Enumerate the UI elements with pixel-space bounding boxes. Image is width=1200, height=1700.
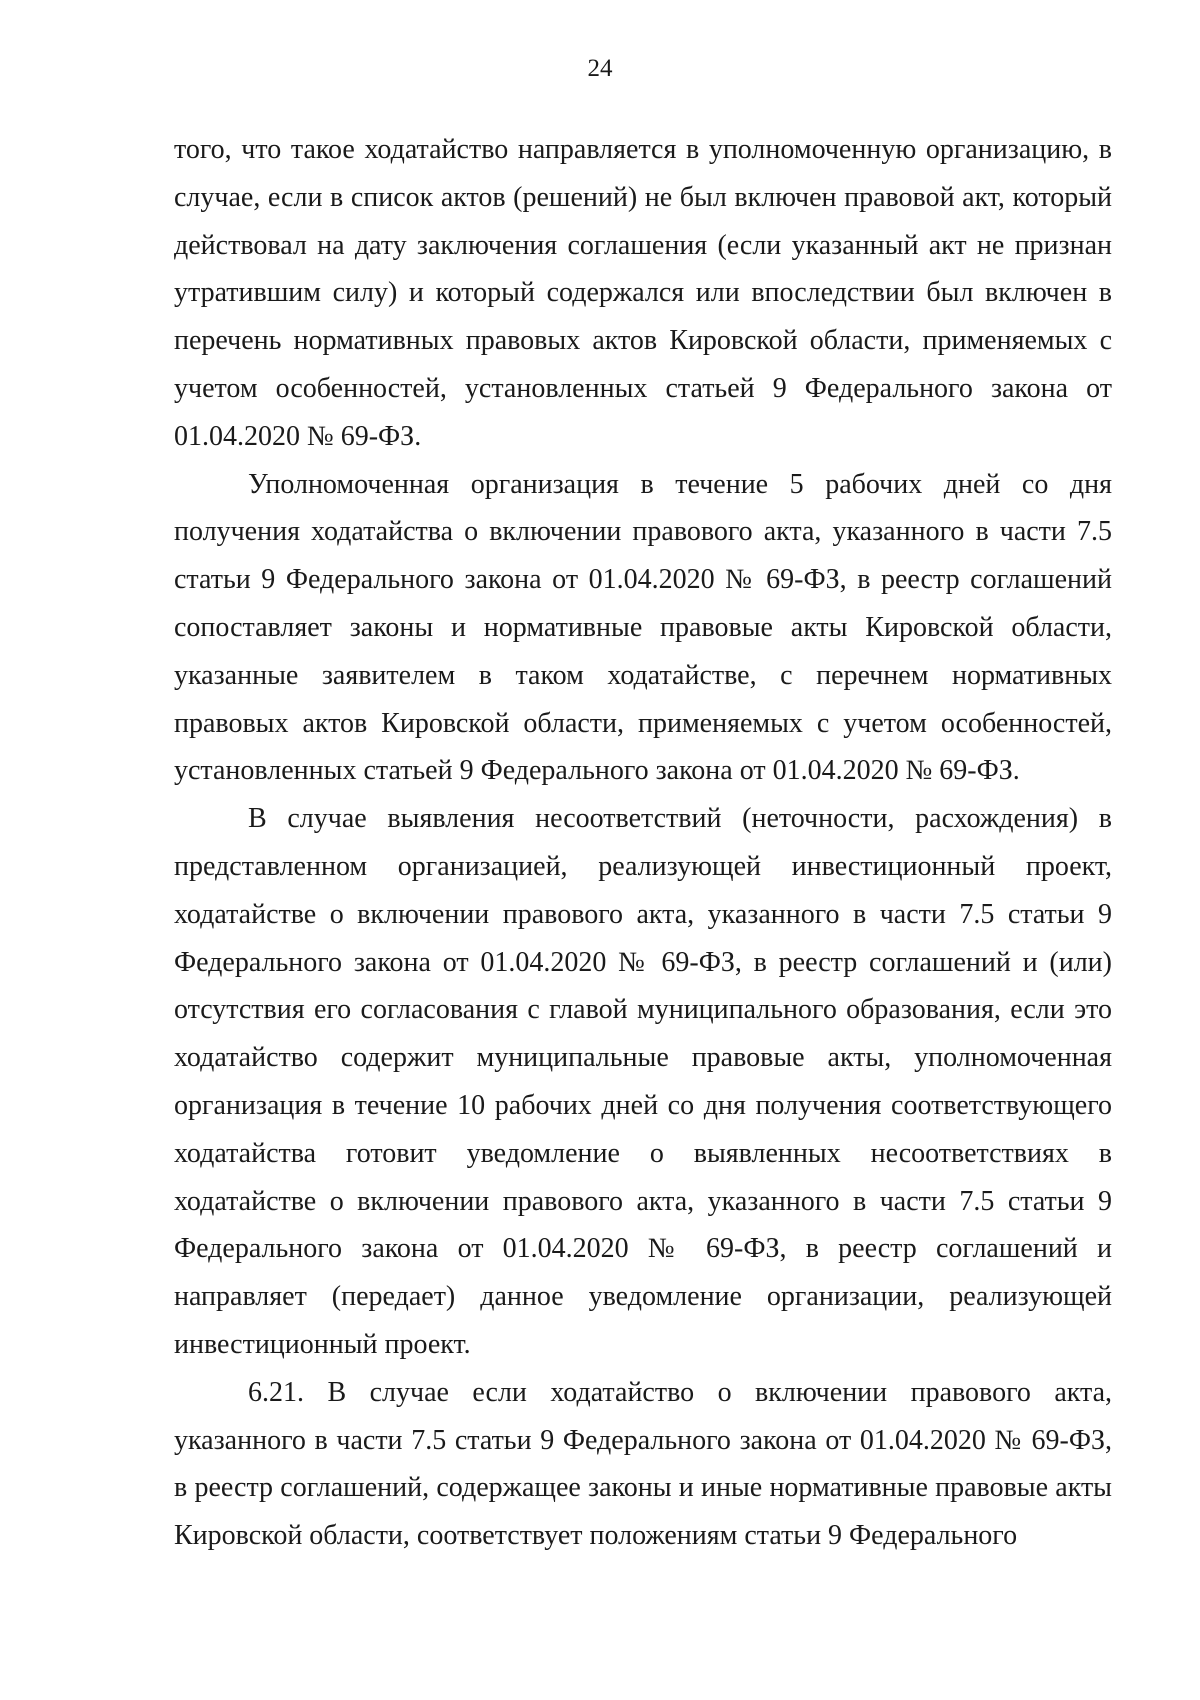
paragraph-discrepancies: В случае выявления несоответствий (неточности, расхождения) в представленном организацией, реализующей инвестиционный проект, ходатайстве о включении правового акта, указанного в части 7.5 статьи 9 Федерального закона от 01.04.2020 № 69-ФЗ, в реестр соглашений и (или) отсутствия его согласования с главой муниципального образования, если это ходатайство содержит муниципальные правовые акты, уполномоченная организация в течение 10 рабочих дней со дня получения соответствующего ходатайства готовит уведомление о выявленных несоответствиях в ходатайстве о включении правового акта, указанного в части 7.5 статьи 9 Федерального закона от 01.04.2020 № 69-ФЗ, в реестр соглашений и направляет (передает) данное уведомление организации, реализующей инвестиционный проект.	[174, 803, 1112, 1360]
paragraph-authorized-org-review: Уполномоченная организация в течение 5 рабочих дней со дня получения ходатайства о включении правового акта, указанного в части 7.5 статьи 9 Федерального закона от 01.04.2020 № 69-ФЗ, в реестр соглашений сопоставляет законы и нормативные правовые акты Кировской области, указанные заявителем в таком ходатайстве, с перечнем нормативных правовых актов Кировской области, применяемых с учетом особенностей, установленных статьей 9 Федерального закона от 01.04.2020 № 69-ФЗ.	[174, 468, 1112, 787]
paragraph-continuation: того, что такое ходатайство направляется в уполномоченную организацию, в случае, если в список актов (решений) не был включен правовой акт, который действовал на дату заключения соглашения (если указанный акт не признан утратившим силу) и который содержался или впоследствии был включен в перечень нормативных правовых актов Кировской области, применяемых с учетом особенностей, установленных статьей 9 Федерального закона от 01.04.2020 № 69-ФЗ.	[174, 134, 1112, 452]
document-body	[174, 126, 1112, 1560]
paragraph-6-21: 6.21. В случае если ходатайство о включении правового акта, указанного в части 7.5 статьи 9 Федерального закона от 01.04.2020 № 69-ФЗ, в реестр соглашений, содержащее законы и иные нормативные правовые акты Кировской области, соответствует положениям статьи 9 Федерального	[174, 1376, 1112, 1552]
page-number: 24	[587, 55, 613, 82]
